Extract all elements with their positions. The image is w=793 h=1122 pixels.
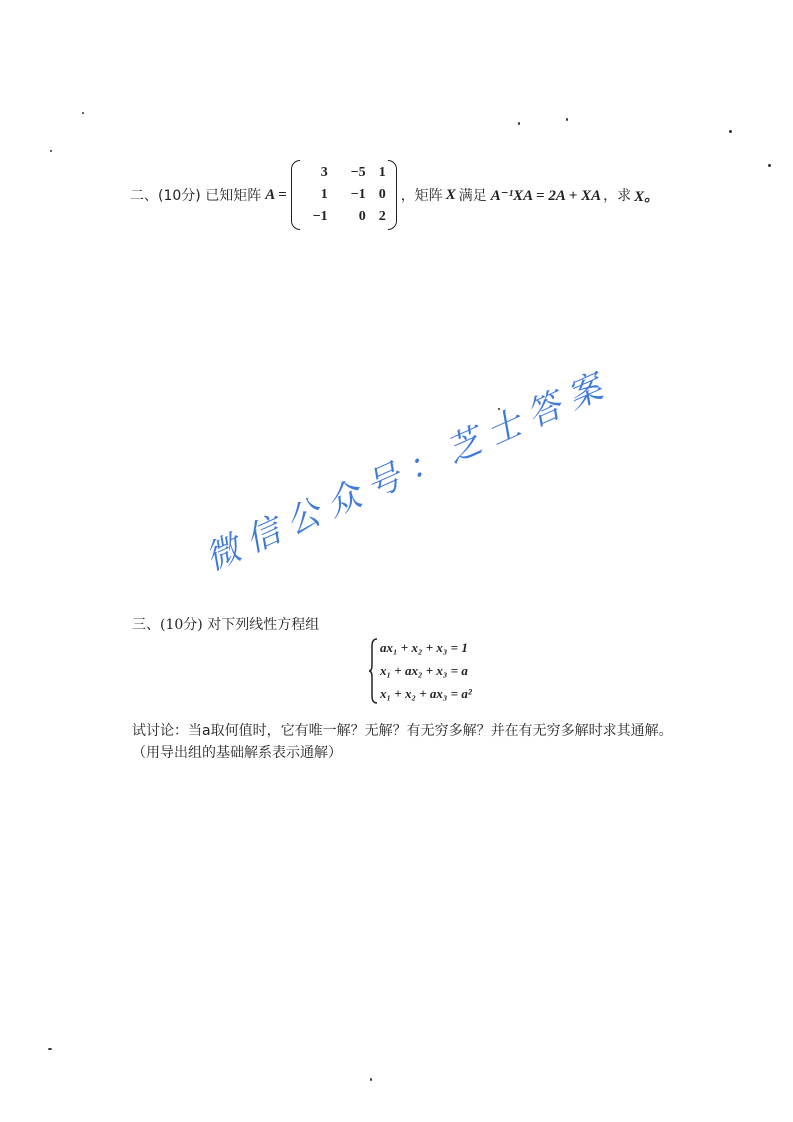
watermark: 微信公众号：芝士答案 bbox=[199, 363, 618, 579]
equation-1: ax₁ + x₂ + x₃ = 1 bbox=[380, 640, 468, 655]
scan-speck bbox=[48, 1048, 52, 1050]
matrix-equation: A⁻¹XA = 2A + XA bbox=[490, 187, 602, 204]
matrix-cell: 1 bbox=[378, 165, 386, 180]
scan-speck bbox=[729, 130, 732, 133]
equation-2: x₁ + ax₂ + x₃ = a bbox=[380, 663, 468, 678]
matrix-cell: 3 bbox=[320, 165, 328, 180]
matrix-cell: 0 bbox=[378, 187, 386, 202]
scan-speck bbox=[50, 150, 52, 152]
problem-3-label: 三、(10分) 对下列线性方程组 bbox=[132, 617, 320, 633]
scan-speck bbox=[518, 122, 520, 125]
problem-3-note: （用导出组的基础解系表示通解） bbox=[132, 745, 342, 761]
matrix-left-paren bbox=[291, 160, 300, 230]
equation-system bbox=[368, 638, 472, 704]
matrix-cell: 2 bbox=[378, 209, 386, 224]
matrix-grid bbox=[300, 160, 388, 230]
left-brace bbox=[368, 638, 378, 704]
find-text: ，求 bbox=[603, 188, 632, 204]
satisfy-text: 满足 bbox=[458, 188, 487, 204]
matrix-cell: 0 bbox=[358, 209, 366, 224]
target-x: X。 bbox=[634, 188, 660, 205]
var-x: X bbox=[445, 186, 456, 203]
equations bbox=[378, 638, 472, 704]
problem-3-discussion: 试讨论：当a取何值时，它有唯一解？无解？有无穷多解？并在有无穷多解时求其通解。 bbox=[132, 723, 673, 739]
matrix-cell: −1 bbox=[350, 187, 366, 202]
text-after-matrix: ，矩阵 bbox=[400, 188, 443, 204]
equation-3: x₁ + x₂ + ax₃ = a² bbox=[380, 686, 472, 701]
matrix-right-paren bbox=[388, 160, 397, 230]
problem-2-label: 二、(10分) 已知矩阵 bbox=[130, 188, 262, 204]
matrix-cell: 1 bbox=[320, 187, 328, 202]
scan-speck bbox=[82, 112, 84, 114]
matrix-cell: −5 bbox=[350, 165, 366, 180]
matrix-cell: −1 bbox=[312, 209, 328, 224]
matrix-name: A = bbox=[265, 186, 287, 203]
scan-speck bbox=[566, 118, 568, 121]
problem-2 bbox=[130, 160, 659, 230]
scan-speck bbox=[370, 1078, 372, 1081]
matrix-a bbox=[291, 160, 397, 230]
scan-speck bbox=[768, 164, 771, 167]
